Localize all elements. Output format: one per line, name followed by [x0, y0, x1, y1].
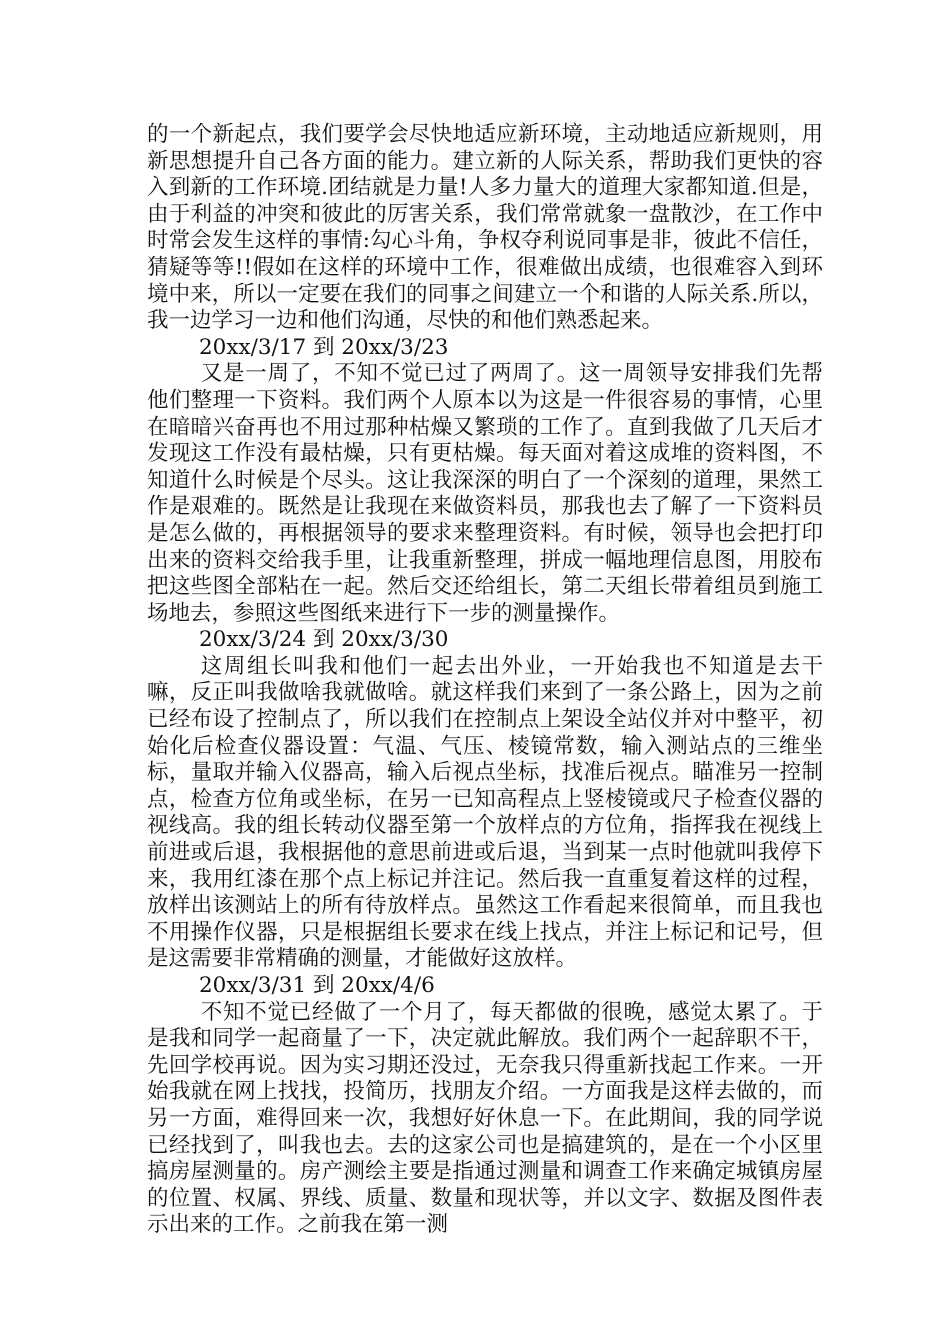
paragraph-week-1: 又是一周了，不知不觉已过了两周了。这一周领导安排我们先帮他们整理一下资料。我们两个人原本以为这是一件很容易的事情，心里在暗暗兴奋再也不用过那种枯燥又繁琐的工作了。直到我做了几天后才发现这工作没有最枯燥，只有更枯燥。每天面对着这成堆的资料图，不知道什么时候是个尽头。这让我深深的明白了一个深刻的道理，果然工作是艰难的。既然是让我现在来做资料员，那我也去了解了一下资料员是怎么做的，再根据领导的要求来整理资料。有时候，领导也会把打印出来的资料交给我手里，让我重新整理，拼成一幅地理信息图，用胶布把这些图全部粘在一起。然后交还给组长，第二天组长带着组员到施工场地去，参照这些图纸来进行下一步的测量操作。: [147, 361, 823, 626]
paragraph-intro: 的一个新起点，我们要学会尽快地适应新环境，主动地适应新规则，用新思想提升自己各方面的能力。建立新的人际关系，帮助我们更快的容入到新的工作环境.团结就是力量!人多力量大的道理大家都知道.但是，由于利益的冲突和彼此的厉害关系，我们常常就象一盘散沙，在工作中时常会发生这样的事情:勾心斗角，争权夺利说同事是非，彼此不信任，猜疑等等!!假如在这样的环境中工作，很难做出成绩，也很难容入到环境中来，所以一定要在我们的同事之间建立一个和谐的人际关系.所以，我一边学习一边和他们沟通，尽快的和他们熟悉起来。: [147, 122, 823, 334]
date-range-week-1: 20xx/3/17 到 20xx/3/23: [199, 334, 449, 360]
date-range-week-3: 20xx/3/31 到 20xx/4/6: [199, 973, 435, 998]
paragraph-week-3: 不知不觉已经做了一个月了，每天都做的很晚，感觉太累了。于是我和同学一起商量了一下，决定就此解放。我们两个一起辞职不干，先回学校再说。因为实习期还没过，无奈我只得重新找起工作来。一开始我就在网上找找，投简历，找朋友介绍。一方面我是这样去做的，而另一方面，难得回来一次，我想好好休息一下。在此期间，我的同学说已经找到了，叫我也去。去的这家公司也是搞建筑的，是在一个小区里搞房屋测量的。房产测绘主要是指通过测量和调查工作来确定城镇房屋的位置、权属、界线、质量、数量和现状等，并以文字、数据及图件表示出来的工作。之前我在第一测: [147, 999, 823, 1238]
date-range-week-2: 20xx/3/24 到 20xx/3/30: [199, 627, 449, 653]
document-body: [147, 122, 823, 1239]
paragraph-week-2: 这周组长叫我和他们一起去出外业，一开始我也不知道是去干嘛，反正叫我做啥我就做啥。就这样我们来到了一条公路上，因为之前已经布设了控制点了，所以我们在控制点上架设全站仪并对中整平，初始化后检查仪器设置：气温、气压、棱镜常数，输入测站点的三维坐标，量取并输入仪器高，输入后视点坐标，找准后视点。瞄准另一控制点，检查方位角或坐标，在另一已知高程点上竖棱镜或尺子检查仪器的视线高。我的组长转动仪器至第一个放样点的方位角，指挥我在视线上前进或后退，我根据他的意思前进或后退，当到某一点时他就叫我停下来，我用红漆在那个点上标记并注记。然后我一直重复着这样的过程，放样出该测站上的所有待放样点。虽然这工作看起来很简单，而且我也不用操作仪器，只是根据组长要求在线上找点，并注上标记和记号，但是这需要非常精确的测量，才能做好这放样。: [147, 653, 823, 972]
